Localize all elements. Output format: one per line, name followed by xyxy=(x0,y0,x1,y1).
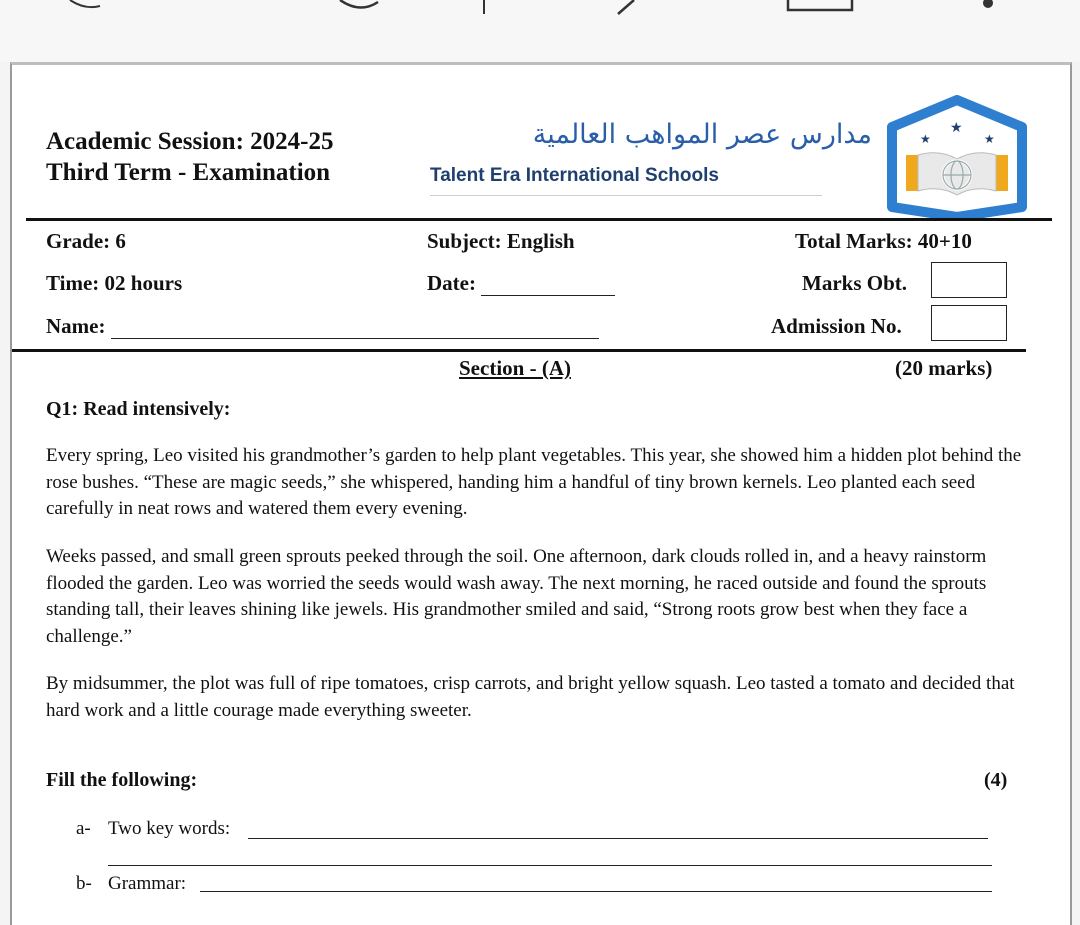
name-field[interactable] xyxy=(46,314,599,339)
viewer-toolbar xyxy=(0,0,1080,62)
header-divider xyxy=(26,218,1052,221)
undo-icon xyxy=(340,0,378,8)
book-icon xyxy=(906,155,918,191)
passage-paragraph: Weeks passed, and small green sprouts peeked through the soil. One afternoon, dark clouds rolled in, and a heavy rainstorm flooded the garden. Leo was worried the seeds would wash away. The next morning, he raced outside and found the sprouts standing tall, their leaves shining like jewels. His grandmother smiled and said, “Strong roots grow best when they face a challenge.” xyxy=(46,546,987,647)
more-icon xyxy=(983,0,993,8)
passage-paragraph: Every spring, Leo visited his grandmother’s garden to help plant vegetables. This year, she showed him a hidden plot behind the rose bushes. “These are magic seeds,” she whispered, handing him a handful of tiny brown kernels. Leo planted each seed carefully in neat rows and watered them every evening. xyxy=(46,445,1022,519)
session-title: Academic Session: 2024-25 xyxy=(46,128,334,155)
school-underline xyxy=(430,195,822,196)
date-blank[interactable] xyxy=(481,273,615,296)
passage-paragraph: By midsummer, the plot was full of ripe tomatoes, crisp carrots, and bright yellow squash. Leo tasted a tomato and decided that hard work and a little courage made everything sweeter. xyxy=(46,673,1015,721)
admission-label: Admission No. xyxy=(771,314,902,338)
item-b-prefix: b- xyxy=(76,873,92,894)
section-title: Section - (A) xyxy=(459,356,571,380)
item-a-prefix: a- xyxy=(76,818,91,839)
marks-obt-label: Marks Obt. xyxy=(802,271,907,295)
marks-obt-box[interactable] xyxy=(931,262,1007,298)
grade-label: Grade: 6 xyxy=(46,229,126,253)
back-arc-icon xyxy=(70,0,100,7)
item-b-answer-line[interactable] xyxy=(200,891,992,892)
school-logo xyxy=(884,95,1030,221)
fill-heading: Fill the following: xyxy=(46,769,198,791)
item-a-answer-line[interactable] xyxy=(248,838,988,839)
item-a-label: Two key words: xyxy=(108,818,231,839)
star-icon: ★ xyxy=(950,120,963,136)
time-label: Time: 02 hours xyxy=(46,271,183,295)
fill-marks: (4) xyxy=(984,769,1008,791)
subject-label: Subject: English xyxy=(427,229,575,253)
section-marks: (20 marks) xyxy=(895,356,993,380)
admission-box[interactable] xyxy=(931,305,1007,341)
star-icon: ★ xyxy=(984,132,995,146)
pen-icon xyxy=(618,0,634,14)
date-label: Date: xyxy=(427,271,476,295)
name-blank[interactable] xyxy=(111,316,599,339)
toolbar-icons xyxy=(0,0,1080,62)
total-marks-label: Total Marks: 40+10 xyxy=(795,229,972,253)
crop-icon xyxy=(788,0,852,10)
school-name-english: Talent Era International Schools xyxy=(430,165,719,186)
item-a-answer-line-2[interactable] xyxy=(108,865,992,866)
school-name-arabic: مدارس عصر المواهب العالمية xyxy=(532,119,872,150)
info-divider xyxy=(12,349,1026,352)
term-title: Third Term - Examination xyxy=(46,159,331,186)
date-field[interactable] xyxy=(427,271,615,296)
name-label: Name: xyxy=(46,314,106,338)
item-b-label: Grammar: xyxy=(108,873,187,894)
exam-page xyxy=(10,62,1072,925)
star-icon: ★ xyxy=(920,132,931,146)
question-heading: Q1: Read intensively: xyxy=(46,398,231,420)
